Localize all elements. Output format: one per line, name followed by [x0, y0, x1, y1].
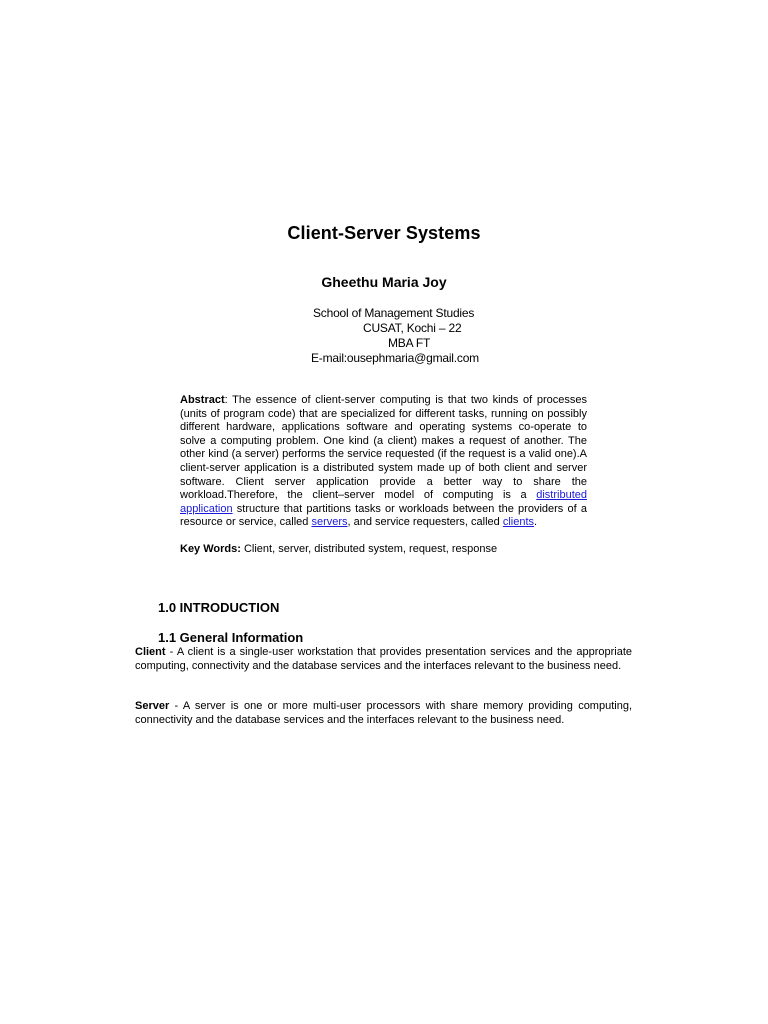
server-definition-paragraph — [135, 700, 632, 727]
abstract-label: Abstract — [180, 394, 225, 406]
abstract-text-2: structure that partitions tasks or workloads between the providers of a resource or service, called — [180, 502, 587, 529]
keywords-text: Client, server, distributed system, request, response — [240, 543, 498, 555]
keywords-line — [180, 543, 497, 555]
subsection-heading-general-information: 1.1 General Information — [158, 630, 304, 645]
paper-title: Client-Server Systems — [287, 223, 481, 243]
client-definition-paragraph — [135, 646, 632, 673]
clients-link[interactable]: clients — [502, 516, 535, 529]
affiliation-program: MBA FT — [388, 336, 431, 350]
client-definition-text: - A client is a single-user workstation that provides presentation services and the appropriate computing, connectivity and the database services and the interfaces relevant to the business need. — [135, 646, 632, 672]
affiliation-location: CUSAT, Kochi – 22 — [363, 321, 462, 335]
server-term: Server — [135, 700, 170, 712]
abstract-text-4: . — [534, 516, 538, 529]
author-name: Gheethu Maria Joy — [321, 274, 447, 290]
abstract-text-1: : The essence of client-server computing is that two kinds of processes (units of program code) that are specialized for different tasks, running on possibly different hardware, applications software and operating systems co-operate to solve a computing problem. One kind (a client) makes a request of another. The other kind (a server) performs the service requested (if the request is a valid one).A client-server application is a distributed system made up of both client and server software. Client server application provide a better way to share the workload.Therefore, the client–server model of computing is a — [180, 394, 587, 502]
server-definition-text: - A server is one or more multi-user processors with share memory providing computing, connectivity and the database services and the interfaces relevant to the business need. — [135, 700, 632, 726]
affiliation-email: E-mail:ousephmaria@gmail.com — [311, 351, 479, 365]
keywords-label: Key Words: — [180, 543, 241, 555]
abstract-text-3: , and service requesters, called — [347, 516, 503, 529]
affiliation-school: School of Management Studies — [313, 306, 475, 320]
client-term: Client — [135, 646, 166, 658]
servers-link[interactable]: servers — [311, 516, 348, 529]
distributed-application-link[interactable]: distributed application — [180, 489, 587, 515]
section-heading-introduction: 1.0 INTRODUCTION — [158, 600, 280, 615]
abstract-paragraph — [180, 394, 587, 530]
